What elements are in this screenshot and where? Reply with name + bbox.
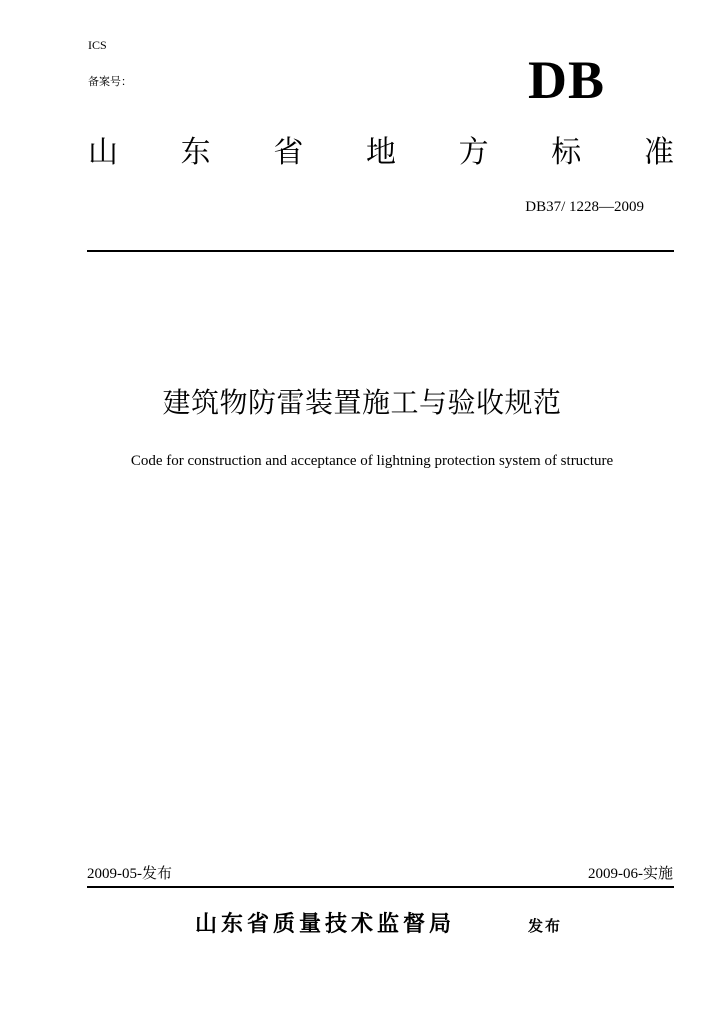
db-logo: DB xyxy=(528,50,606,110)
footer-divider xyxy=(87,886,674,888)
standard-category-char: 地 xyxy=(365,135,396,170)
issuing-authority: 山东省质量技术监督局 xyxy=(195,912,456,937)
standard-category-char: 省 xyxy=(273,135,304,170)
document-title-chinese: 建筑物防雷装置施工与验收规范 xyxy=(162,386,562,419)
issuing-action: 发布 xyxy=(528,917,563,935)
standard-category-title xyxy=(88,134,674,172)
implementation-date: 2009-06-实施 xyxy=(588,866,673,882)
filing-number-label: 备案号： xyxy=(88,75,132,88)
standard-code: DB37/ 1228—2009 xyxy=(525,199,644,215)
issue-date: 2009-05-发布 xyxy=(87,866,172,882)
standard-category-char: 标 xyxy=(551,135,582,170)
header-divider xyxy=(87,250,674,252)
standard-category-char: 方 xyxy=(458,135,489,170)
document-title-english: Code for construction and acceptance of lightning protection system of structure xyxy=(130,453,614,469)
standard-category-char: 准 xyxy=(643,135,674,170)
standard-category-char: 东 xyxy=(180,135,211,170)
standard-category-char: 山 xyxy=(88,135,118,170)
ics-label: ICS xyxy=(88,38,107,52)
